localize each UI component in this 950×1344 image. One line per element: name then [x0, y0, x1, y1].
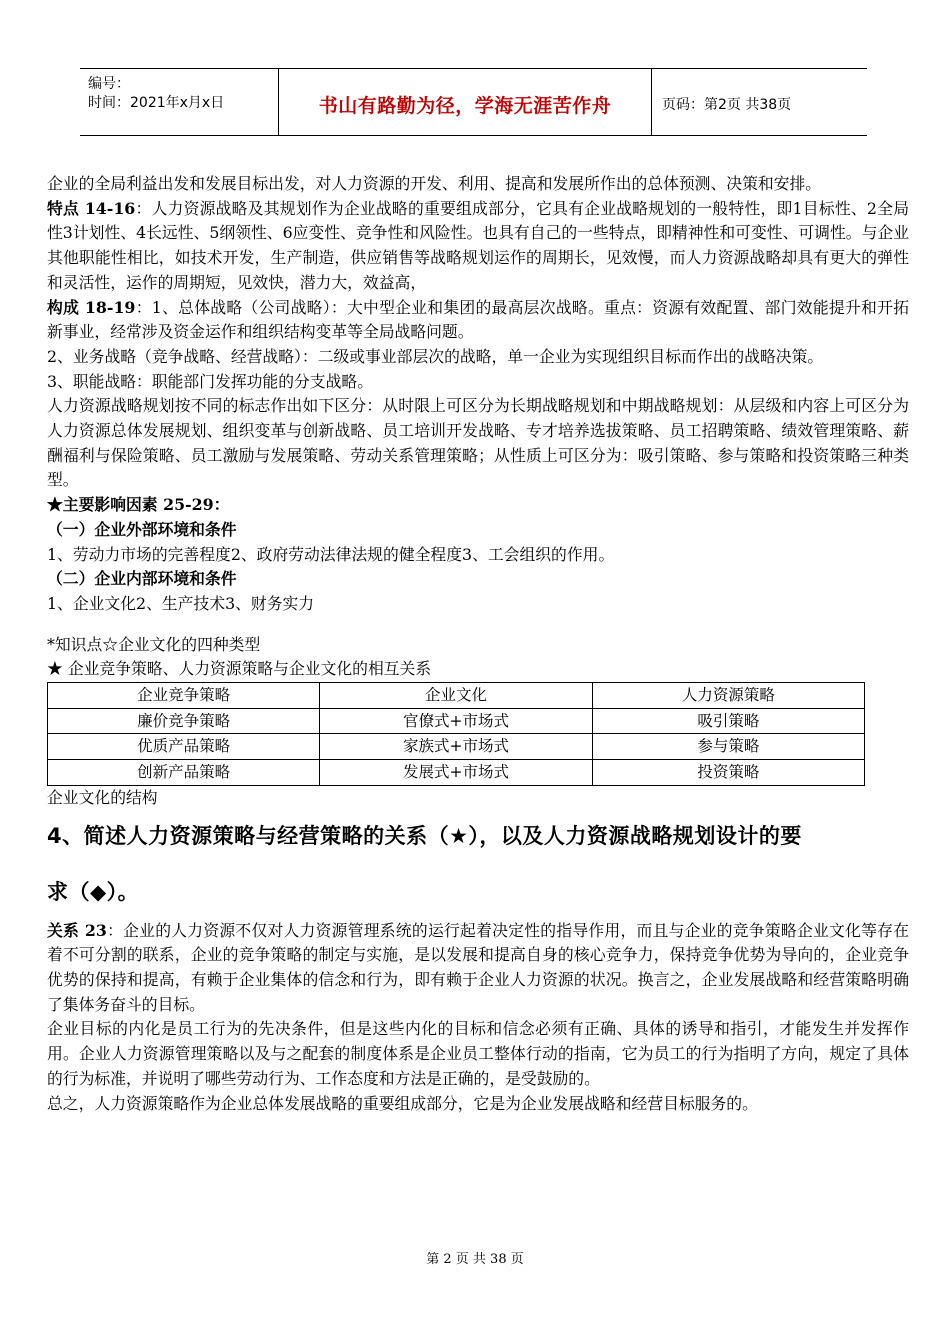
- table-cell: 发展式+市场式: [320, 760, 592, 786]
- header-divider: [651, 69, 652, 135]
- table-cell: 吸引策略: [592, 708, 864, 734]
- table-cell: 廉价竞争策略: [48, 708, 320, 734]
- table-header-row: [48, 683, 865, 709]
- paragraph: 1、企业文化2、生产技术3、财务实力: [47, 593, 315, 613]
- paragraph-text: ：1、总体战略（公司战略）：大中型企业和集团的最高层次战略。重点：资源有效配置、部门效能提升和开拓新事业，经常涉及资金运作和组织结构变革等全局战略问题。: [47, 297, 909, 342]
- table-row: [48, 708, 865, 734]
- document-body: [47, 172, 909, 1116]
- paragraph: [47, 296, 909, 345]
- table-cell: 官僚式+市场式: [320, 708, 592, 734]
- page-footer: 第 2 页 共 38 页: [426, 1252, 524, 1267]
- header-motto: 书山有路勤为径，学海无涯苦作舟: [318, 95, 612, 117]
- table-header-cell: 企业竞争策略: [48, 683, 320, 709]
- table-cell: 优质产品策略: [48, 734, 320, 760]
- table-cell: 创新产品策略: [48, 760, 320, 786]
- paragraph-label: 构成 18-19: [47, 297, 136, 317]
- subsection-heading: （二）企业内部环境和条件: [47, 569, 237, 589]
- page-code: 页码：第2页 共38页: [662, 97, 792, 113]
- paragraph: 2、业务战略（竞争战略、经营战略）：二级或事业部层次的战略，单一企业为实现组织目标而作出的战略决策。: [47, 346, 824, 366]
- paragraph-text: ：人力资源战略及其规划作为企业战略的重要组成部分，它具有企业战略规划的一般特性，即1目标性、2全局性3计划性、4长远性、5纲领性、6应变性、竞争性和风险性。也具有自己的一些特点，即精神性和可变性、可调性。与企业其他职能性相比，如技术开发，生产制造，供应销售等战略规划运作的周期长，见效慢，而人力资源战略却具有更大的弹性和灵活性，运作的周期短，见效快，潜力大，效益高，: [47, 198, 909, 292]
- paragraph: [47, 919, 909, 1018]
- paragraph: 3、职能战略：职能部门发挥功能的分支战略。: [47, 371, 373, 391]
- table-row: [48, 760, 865, 786]
- table-cell: 参与策略: [592, 734, 864, 760]
- number-label: 编号：: [88, 76, 130, 92]
- strategy-table: [47, 682, 865, 786]
- table-caption: ★ 企业竞争策略、人力资源策略与企业文化的相互关系: [47, 659, 432, 679]
- time-label: 时间：2021年x月x日: [88, 95, 225, 111]
- page-header: [80, 68, 867, 136]
- subsection-heading: （一）企业外部环境和条件: [47, 519, 237, 539]
- table-header-cell: 企业文化: [320, 683, 592, 709]
- header-meta: [88, 75, 224, 113]
- paragraph-label: 关系 23: [47, 920, 107, 940]
- question-heading-line: 求（◆）。: [47, 879, 140, 904]
- spacer: [47, 617, 909, 633]
- paragraph-label: 特点 14-16: [47, 198, 136, 218]
- table-header-cell: 人力资源策略: [592, 683, 864, 709]
- paragraph: 人力资源战略规划按不同的标志作出如下区分：从时限上可区分为长期战略规划和中期战略规划：从层级和内容上可区分为人力资源总体发展规划、组织变革与创新战略、员工培训开发战略、专才培养选拔策略、员工招聘策略、绩效管理策略、薪酬福利与保险策略、员工激励与发展策略、劳动关系管理策略；从性质上可区分为：吸引策略、参与策略和投资策略三种类型。: [47, 396, 909, 490]
- table-cell: 投资策略: [592, 760, 864, 786]
- paragraph: 总之，人力资源策略作为企业总体发展战略的重要组成部分，它是为企业发展战略和经营目标服务的。: [47, 1093, 758, 1113]
- paragraph: *知识点☆企业文化的四种类型: [47, 634, 261, 654]
- table-row: [48, 734, 865, 760]
- section-heading: ★主要影响因素 25-29：: [47, 495, 230, 515]
- paragraph: [47, 197, 909, 296]
- question-heading: [47, 813, 909, 915]
- paragraph: 1、劳动力市场的完善程度2、政府劳动法律法规的健全程度3、工会组织的作用。: [47, 544, 615, 564]
- paragraph: 企业目标的内化是员工行为的先决条件，但是这些内化的目标和信念必须有正确、具体的诱导和指引，才能发生并发挥作用。企业人力资源管理策略以及与之配套的制度体系是企业员工整体行动的指南，它为员工的行为指明了方向，规定了具体的行为标准，并说明了哪些劳动行为、工作态度和方法是正确的，是受鼓励的。: [47, 1019, 909, 1088]
- question-heading-line: 4、简述人力资源策略与经营策略的关系（★），以及人力资源战略规划设计的要: [47, 823, 802, 848]
- paragraph: 企业的全局利益出发和发展目标出发，对人力资源的开发、利用、提高和发展所作出的总体预测、决策和安排。: [47, 174, 822, 193]
- paragraph-text: ：企业的人力资源不仅对人力资源管理系统的运行起着决定性的指导作用，而且与企业的竞争策略企业文化等存在着不可分割的联系，企业的竞争策略的制定与实施，是以发展和提高自身的核心竞争力，保持竞争优势为导向的，企业竞争优势的保持和提高，有赖于企业集体的信念和行为，即有赖于企业人力资源的状况。换言之，企业发展战略和经营策略明确了集体务奋斗的目标。: [47, 920, 909, 1014]
- paragraph: 企业文化的结构: [47, 787, 158, 807]
- table-cell: 家族式+市场式: [320, 734, 592, 760]
